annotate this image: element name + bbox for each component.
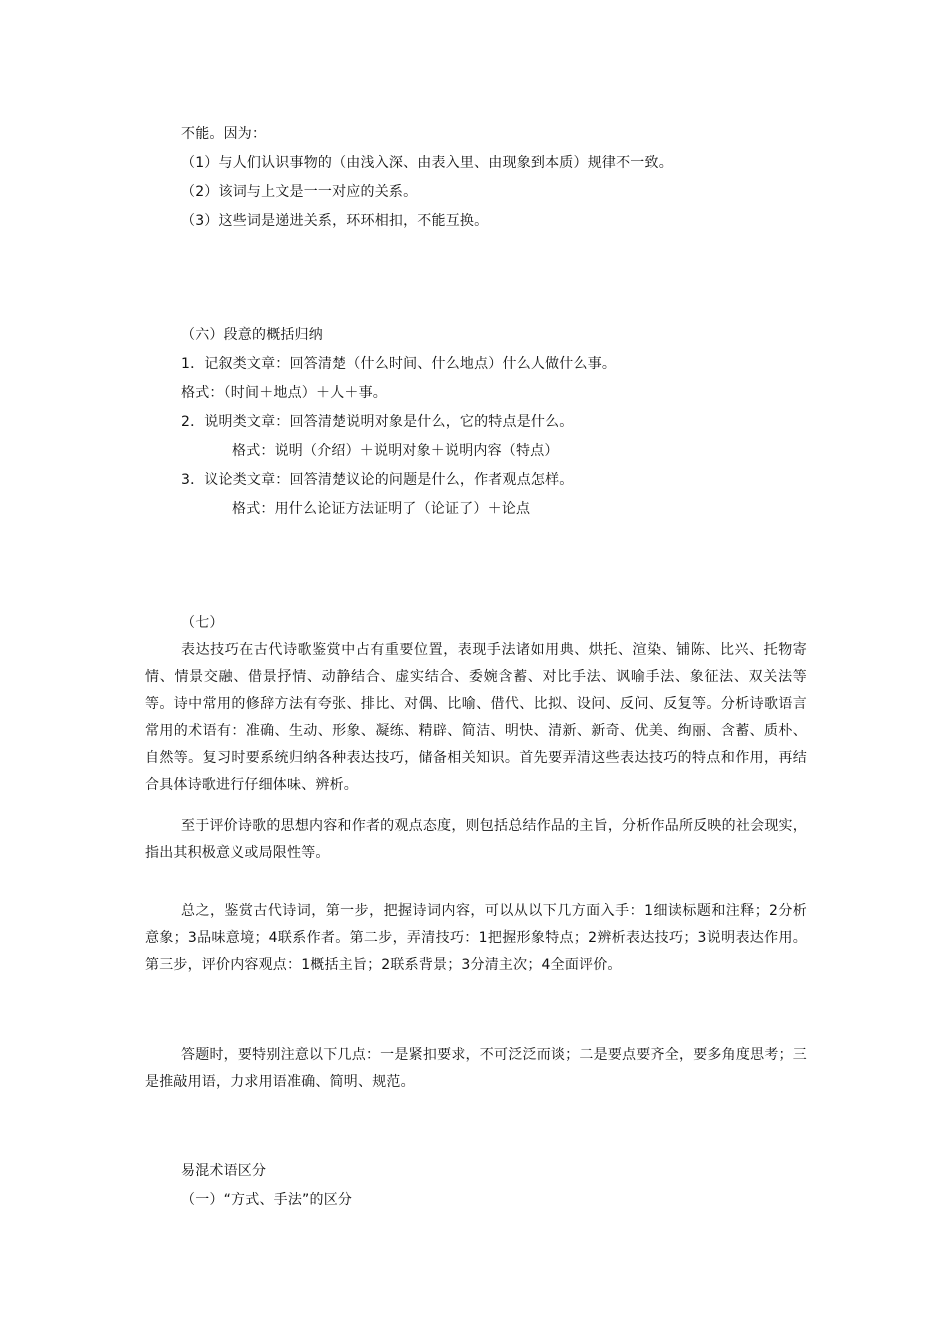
section-six-item-3: 3．议论类文章：回答清楚议论的问题是什么，作者观点怎样。 [181, 472, 574, 488]
techniques-paragraph: 表达技巧在古代诗歌鉴赏中占有重要位置，表现手法诸如用典、烘托、渲染、铺陈、比兴、托物寄情、情景交融、借景抒情、动静结合、虚实结合、委婉含蓄、对比手法、讽喻手法、象征法、双关法等等。诗中常用的修辞方法有夸张、排比、对偶、比喻、借代、比拟、设问、反问、反复等。分析诗歌语言常用的术语有：准确、生动、形象、凝练、精辟、简洁、明快、清新、新奇、优美、绚丽、含蓄、质朴、自然等。复习时要系统归纳各种表达技巧，储备相关知识。首先要弄清这些表达技巧的特点和作用，再结合具体诗歌进行仔细体味、辨析。 [145, 642, 807, 793]
evaluation-paragraph: 至于评价诗歌的思想内容和作者的观点态度，则包括总结作品的主旨，分析作品所反映的社会现实，指出其积极意义或局限性等。 [145, 818, 807, 861]
section-six-item-2: 2．说明类文章：回答清楚说明对象是什么，它的特点是什么。 [181, 414, 574, 430]
answer-tips-paragraph: 答题时，要特别注意以下几点：一是紧扣要求，不可泛泛而谈；二是要点要齐全，要多角度思考；三是推敲用语，力求用语准确、简明、规范。 [145, 1047, 807, 1090]
section-six-format-1: 格式：（时间＋地点）＋人＋事。 [181, 385, 387, 401]
reason-item-1: （1）与人们认识事物的（由浅入深、由表入里、由现象到本质）规律不一致。 [181, 155, 673, 171]
terms-heading: 易混术语区分 [181, 1163, 267, 1179]
summary-paragraph: 总之，鉴赏古代诗词，第一步，把握诗词内容，可以从以下几方面入手：1细读标题和注释；2分析意象；3品味意境；4联系作者。第二步，弄清技巧：1把握形象特点；2辨析表达技巧；3说明表达作用。第三步，评价内容观点：1概括主旨；2联系背景；3分清主次；4全面评价。 [145, 903, 807, 973]
section-six-format-2: 格式：说明（介绍）＋说明对象＋说明内容（特点） [232, 443, 559, 459]
reason-item-2: （2）该词与上文是一一对应的关系。 [181, 184, 418, 200]
section-seven-heading: （七） [181, 615, 224, 631]
section-six-item-1: 1．记叙类文章：回答清楚（什么时间、什么地点）什么人做什么事。 [181, 356, 617, 372]
terms-subheading: （一）“方式、手法”的区分 [181, 1192, 353, 1208]
section-six-heading: （六）段意的概括归纳 [181, 327, 323, 343]
reason-item-3: （3）这些词是递进关系，环环相扣，不能互换。 [181, 213, 489, 229]
reason-intro: 不能。因为： [181, 126, 267, 142]
section-six-format-3: 格式：用什么论证方法证明了（论证了）＋论点 [232, 501, 531, 517]
